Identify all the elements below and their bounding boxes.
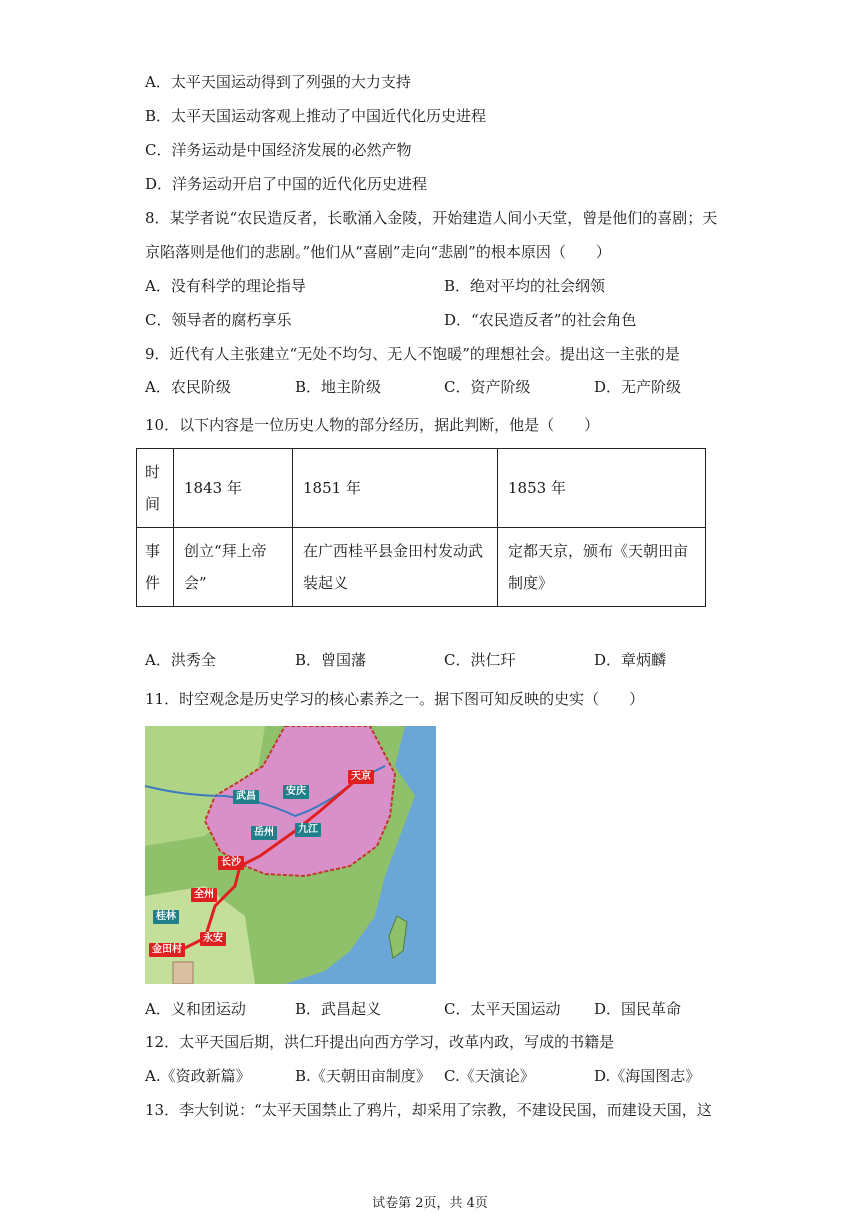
q8-option-d: D．“农民造反者”的社会角色 <box>444 311 637 329</box>
q7-option-d: D．洋务运动开启了中国的近代化历史进程 <box>145 175 428 193</box>
table-cell-year: 1843 年 <box>174 449 293 528</box>
map-label-changsha: 长沙 <box>218 856 244 870</box>
q12-option-a: A.《资政新篇》 <box>145 1067 251 1085</box>
q7-option-a: A．太平天国运动得到了列强的大力支持 <box>145 73 411 91</box>
q11-option-b: B．武昌起义 <box>295 1000 382 1018</box>
q11-stem: 11．时空观念是历史学习的核心素养之一。据下图可知反映的史实（ ） <box>145 690 645 708</box>
q13-stem: 13．李大钊说：“太平天国禁止了鸦片，却采用了宗教，不建设民国，而建设天国，这 <box>145 1101 712 1119</box>
q9-stem: 9．近代有人主张建立“无处不均匀、无人不饱暖”的理想社会。提出这一主张的是 <box>145 345 680 363</box>
taiping-map <box>145 726 436 984</box>
map-label-yongan: 永安 <box>200 932 226 946</box>
map-label-anqing: 安庆 <box>283 785 309 799</box>
q8-option-c: C．领导者的腐朽享乐 <box>145 311 292 329</box>
table-cell-year: 1851 年 <box>293 449 498 528</box>
map-label-wuchang: 武昌 <box>233 790 259 804</box>
map-label-tianjing: 天京 <box>348 770 374 784</box>
page-footer: 试卷第 2页，共 4页 <box>372 1196 488 1211</box>
q10-option-b: B．曾国藩 <box>295 651 367 669</box>
q7-option-b: B．太平天国运动客观上推动了中国近代化历史进程 <box>145 107 487 125</box>
q8-stem-line1: 8．某学者说“农民造反者，长歌涌入金陵，开始建造人间小天堂，曾是他们的喜剧；天 <box>145 209 718 227</box>
table-header-event: 事件 <box>137 528 174 607</box>
table-cell-event: 定都天京，颁布《天朝田亩制度》 <box>498 528 706 607</box>
q9-option-b: B．地主阶级 <box>295 378 382 396</box>
q10-stem: 10．以下内容是一位历史人物的部分经历，据此判断，他是（ ） <box>145 416 600 434</box>
table-cell-event: 在广西桂平县金田村发动武装起义 <box>293 528 498 607</box>
map-label-quanzhou: 全州 <box>191 888 217 902</box>
map-label-yuezhou: 岳州 <box>251 826 277 840</box>
q12-option-d: D.《海国图志》 <box>594 1067 701 1085</box>
q8-option-a: A．没有科学的理论指导 <box>145 277 306 295</box>
q10-option-c: C．洪仁玕 <box>444 651 516 669</box>
q7-option-c: C．洋务运动是中国经济发展的必然产物 <box>145 141 412 159</box>
q9-option-d: D．无产阶级 <box>594 378 682 396</box>
table-cell-year: 1853 年 <box>498 449 706 528</box>
q11-option-c: C．太平天国运动 <box>444 1000 561 1018</box>
map-label-guilin: 桂林 <box>153 910 179 924</box>
q10-option-d: D．章炳麟 <box>594 651 667 669</box>
q9-option-a: A．农民阶级 <box>145 378 231 396</box>
map-label-jintiancun: 金田村 <box>149 943 185 957</box>
q10-option-a: A．洪秀全 <box>145 651 216 669</box>
q12-option-c: C.《天演论》 <box>444 1067 535 1085</box>
q8-stem-line2: 京陷落则是他们的悲剧。”他们从“喜剧”走向“悲剧”的根本原因（ ） <box>145 243 611 261</box>
q8-option-b: B．绝对平均的社会纲领 <box>444 277 606 295</box>
q11-option-a: A．义和团运动 <box>145 1000 246 1018</box>
map-label-jiujiang: 九江 <box>295 823 321 837</box>
table-cell-event: 创立“拜上帝会” <box>174 528 293 607</box>
q9-option-c: C．资产阶级 <box>444 378 531 396</box>
q10-table <box>136 448 706 607</box>
table-header-time: 时间 <box>137 449 174 528</box>
map-graphic <box>145 726 436 984</box>
q12-option-b: B.《天朝田亩制度》 <box>295 1067 431 1085</box>
q12-stem: 12．太平天国后期，洪仁玕提出向西方学习，改革内政，写成的书籍是 <box>145 1033 615 1051</box>
q11-option-d: D．国民革命 <box>594 1000 682 1018</box>
